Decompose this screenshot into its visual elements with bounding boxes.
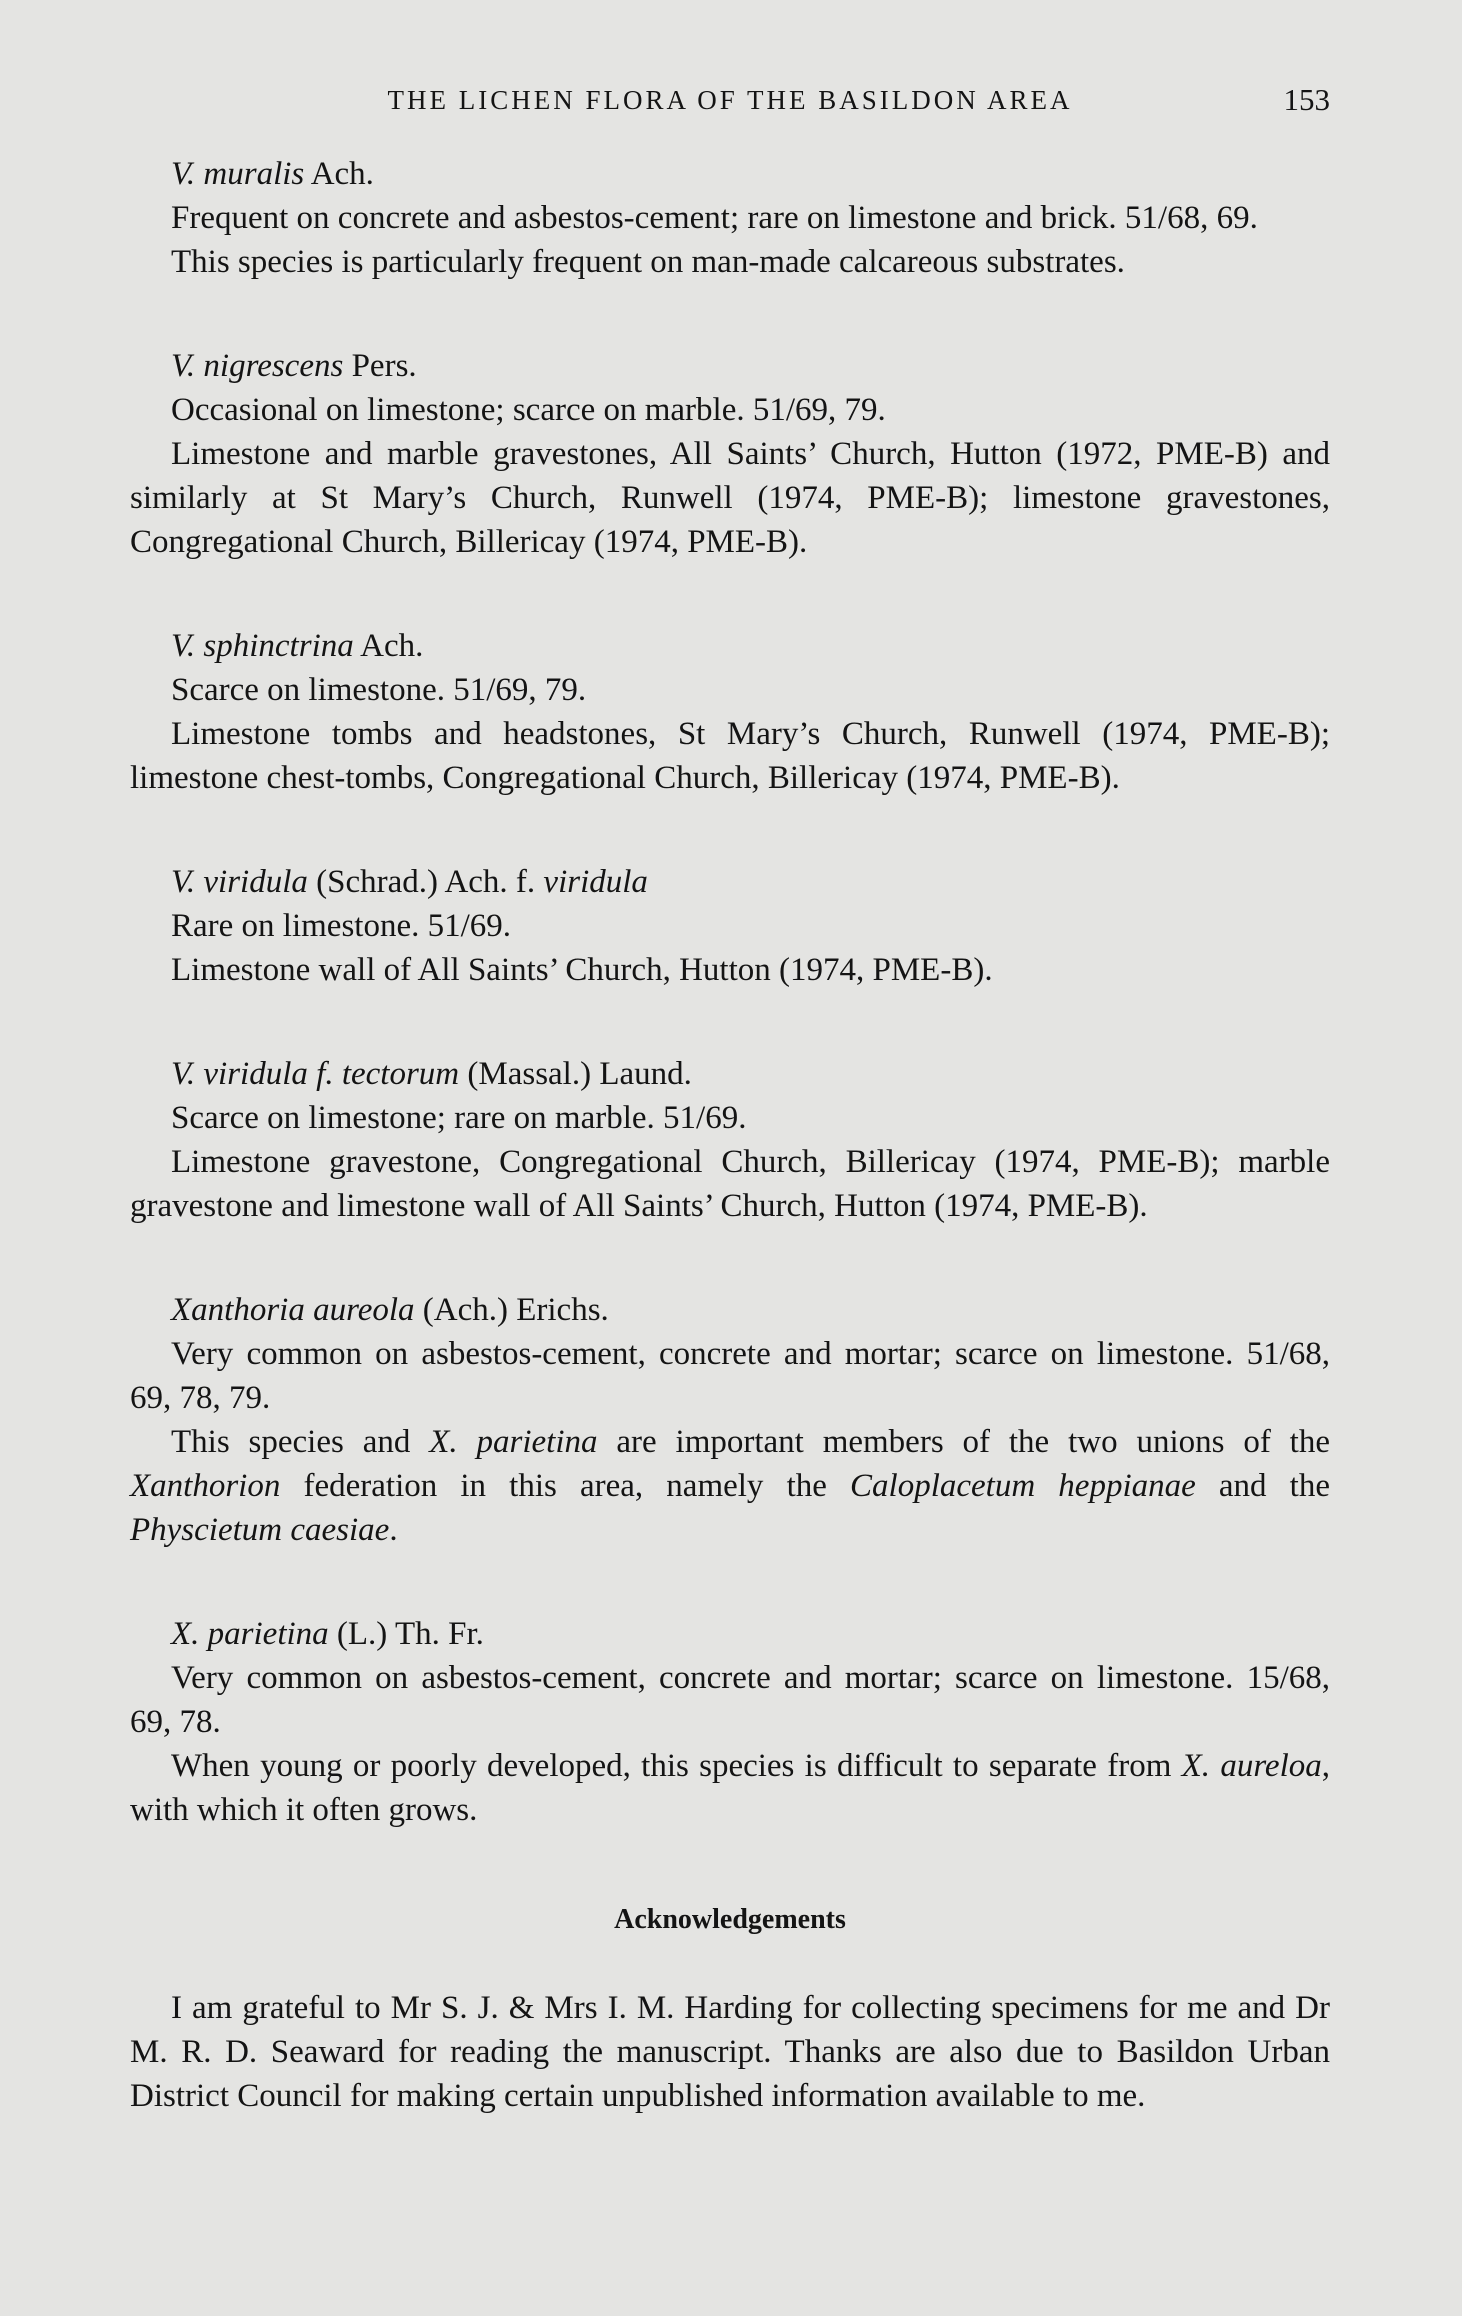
species-status: Frequent on concrete and asbestos-cement; rare on limestone and brick. 51/68, 69.: [171, 200, 1258, 236]
species-name: V. viridula: [171, 864, 308, 900]
species-name: V. sphinctrina: [171, 628, 354, 664]
page-number: 153: [1283, 82, 1330, 117]
species-name: Xanthoria aureola: [171, 1292, 415, 1328]
body-text: [130, 152, 1330, 2118]
species-form: viridula: [543, 864, 648, 900]
species-note: This species and X. parietina are important members of the two unions of the Xanthorion federation in this area, namely the Caloplacetum heppianae and the Physcietum caesiae.: [130, 1424, 1330, 1548]
species-heading: [130, 1052, 1330, 1096]
species-note: When young or poorly developed, this species is difficult to separate from X. aureloa, with which it often grows.: [130, 1748, 1331, 1828]
species-heading: [130, 860, 1330, 904]
acknowledgements-heading: Acknowledgements: [614, 1904, 846, 1935]
species-name: V. viridula f. tectorum: [171, 1056, 460, 1092]
species-heading: [130, 1288, 1330, 1332]
species-author: Ach.: [304, 156, 374, 192]
species-heading: [130, 624, 1330, 668]
species-author: (L.) Th. Fr.: [328, 1616, 484, 1652]
species-status: Scarce on limestone; rare on marble. 51/69.: [171, 1100, 747, 1136]
species-author: (Ach.) Erichs.: [414, 1292, 609, 1328]
acknowledgements-text: I am grateful to Mr S. J. & Mrs I. M. Harding for collecting specimens for me and Dr M. R. D. Seaward for reading the manuscript. Thanks are also due to Basildon Urban District Council for making certain unpublished information available to me.: [130, 1990, 1330, 2114]
species-name: X. parietina: [171, 1616, 329, 1652]
running-head: [130, 78, 1330, 122]
species-name: V. muralis: [171, 156, 305, 192]
species-name: V. nigrescens: [171, 348, 344, 384]
species-status: Occasional on limestone; scarce on marble. 51/69, 79.: [171, 392, 886, 428]
species-author: Pers.: [343, 348, 417, 384]
species-note: Limestone wall of All Saints’ Church, Hutton (1974, PME-B).: [171, 952, 993, 988]
species-heading: [130, 152, 1330, 196]
species-status: Very common on asbestos-cement, concrete and mortar; scarce on limestone. 51/68, 69, 78, 79.: [130, 1336, 1330, 1416]
species-note: This species is particularly frequent on man-made calcareous substrates.: [171, 244, 1125, 280]
species-status: Rare on limestone. 51/69.: [171, 908, 512, 944]
species-heading: [130, 1612, 1330, 1656]
species-author: (Massal.) Laund.: [459, 1056, 692, 1092]
species-heading: [130, 344, 1330, 388]
species-status: Scarce on limestone. 51/69, 79.: [171, 672, 587, 708]
running-title: THE LICHEN FLORA OF THE BASILDON AREA: [387, 85, 1073, 115]
species-author: (Schrad.) Ach. f.: [307, 864, 544, 900]
species-note: Limestone and marble gravestones, All Saints’ Church, Hutton (1972, PME-B) and similarly at St Mary’s Church, Runwell (1974, PME-B); limestone gravestones, Congregational Church, Billericay (1974, PME-B).: [130, 436, 1330, 560]
species-status: Very common on asbestos-cement, concrete and mortar; scarce on limestone. 15/68, 69, 78.: [130, 1660, 1330, 1740]
species-note: Limestone tombs and headstones, St Mary’s Church, Runwell (1974, PME-B); limestone chest-tombs, Congregational Church, Billericay (1974, PME-B).: [130, 716, 1330, 796]
species-note: Limestone gravestone, Congregational Church, Billericay (1974, PME-B); marble gravestone and limestone wall of All Saints’ Church, Hutton (1974, PME-B).: [130, 1144, 1330, 1224]
species-author: Ach.: [353, 628, 424, 664]
